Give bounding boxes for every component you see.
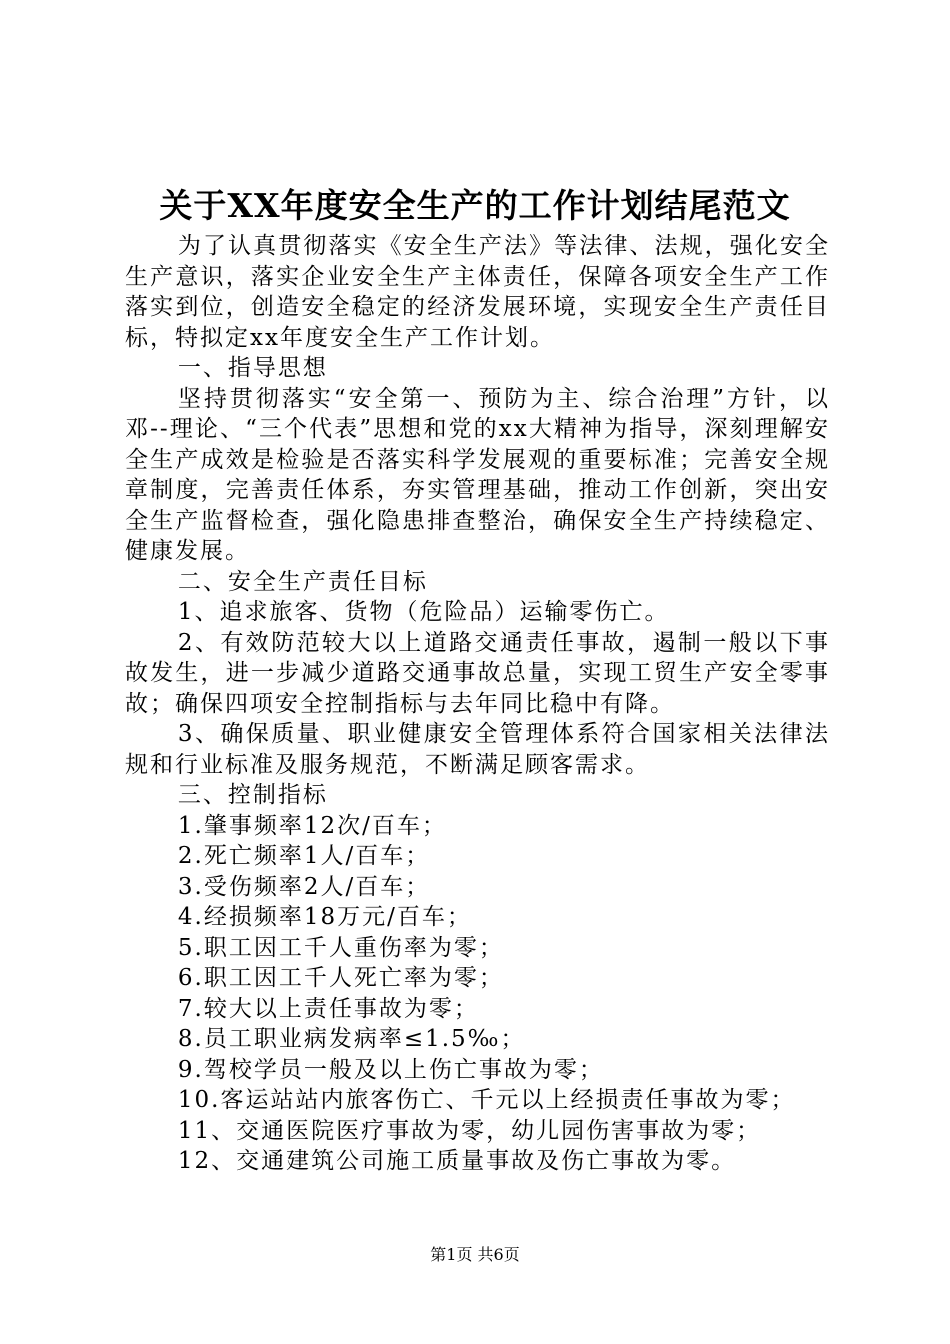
indicator-item: 7.较大以上责任事故为零； — [177, 995, 479, 1022]
indicator-item: 6.职工因工千人死亡率为零； — [177, 965, 504, 991]
indicator-item: 8.员工职业病发病率≤1.5‰； — [177, 1026, 526, 1052]
goal-item: 3、确保质量、职业健康安全管理体系符合国家相关法律法规和行业标准及服务规范，不断满足顾客需求。 — [125, 721, 830, 778]
section-heading-guiding-ideology: 一、指导思想 — [177, 355, 328, 381]
indicator-item: 1.肇事频率12次/百车； — [177, 812, 447, 839]
goal-item: 2、有效防范较大以上道路交通责任事故，遏制一般以下事故发生，进一步减少道路交通事故总量，实现工贸生产安全零事故；确保四项安全控制指标与去年同比稳中有降。 — [125, 629, 830, 717]
paragraph-intro: 为了认真贯彻落实《安全生产法》等法律、法规，强化安全生产意识，落实企业安全生产主体责任，保障各项安全生产工作落实到位，创造安全稳定的经济发展环境，实现安全生产责任目标，特拟定xx年度安全生产工作计划。 — [125, 233, 830, 351]
indicator-item: 5.职工因工千人重伤率为零； — [177, 934, 504, 961]
section-heading-control-indicators: 三、控制指标 — [177, 782, 328, 808]
indicator-item: 12、交通建筑公司施工质量事故及伤亡事故为零。 — [177, 1148, 737, 1174]
indicator-item: 3.受伤频率2人/百车； — [177, 873, 431, 900]
document-body — [125, 231, 830, 1177]
indicator-item: 11、交通医院医疗事故为零，幼儿园伤害事故为零； — [177, 1117, 762, 1144]
indicator-item: 9.驾校学员一般及以上伤亡事故为零； — [177, 1056, 604, 1083]
goal-item: 1、追求旅客、货物（危险品）运输零伤亡。 — [177, 599, 670, 625]
paragraph-guiding-ideology: 坚持贯彻落实“安全第一、预防为主、综合治理”方针，以邓--理论、“三个代表”思想和党的xx大精神为指导，深刻理解安全生产成效是检验是否落实科学发展观的重要标准；完善安全规章制度，完善责任体系，夯实管理基础，推动工作创新，突出安全生产监督检查，强化隐患排查整治，确保安全生产持续稳定、健康发展。 — [125, 385, 830, 564]
section-heading-responsibility-goals: 二、安全生产责任目标 — [177, 568, 428, 595]
indicator-item: 10.客运站站内旅客伤亡、千元以上经损责任事故为零； — [177, 1087, 796, 1113]
document-title: 关于XX年度安全生产的工作计划结尾范文 — [159, 186, 791, 225]
indicator-item: 4.经损频率18万元/百车； — [177, 904, 472, 930]
page-number-footer: 第1页 共6页 — [430, 1245, 520, 1264]
indicator-item: 2.死亡频率1人/百车； — [177, 843, 431, 869]
